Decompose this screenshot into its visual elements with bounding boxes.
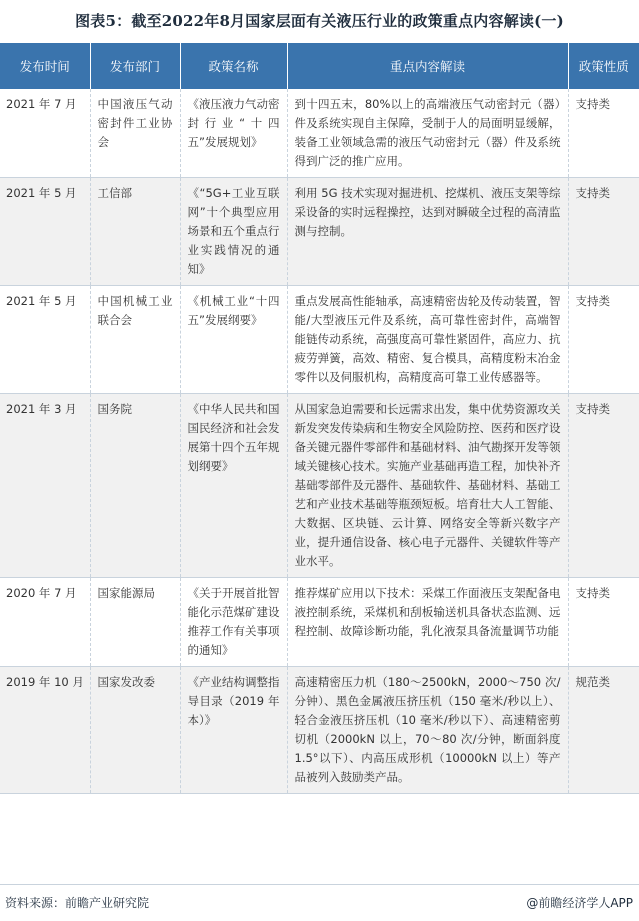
row-dept: 国家发改委 [90, 667, 180, 794]
table-row [0, 578, 639, 667]
row-policy-name: 《中华人民共和国国民经济和社会发展第十四个五年规划纲要》 [180, 394, 287, 578]
row-content: 推荐煤矿应用以下技术：采煤工作面液压支架配备电液控制系统，采煤机和刮板输送机具备状态监测、远程控制、故障诊断功能，乳化液泵具备流量调节功能 [287, 578, 568, 667]
row-policy-name: 《“5G+工业互联网”十个典型应用场景和五个重点行业实践情况的通知》 [180, 178, 287, 286]
row-type: 支持类 [568, 394, 639, 578]
table-row [0, 178, 639, 286]
source-note: 资料来源：前瞻产业研究院 [5, 896, 150, 910]
row-policy-name: 《产业结构调整指导目录（2019 年本）》 [180, 667, 287, 794]
row-content: 利用 5G 技术实现对掘进机、挖煤机、液压支架等综采设备的实时远程操控，达到对瞬破全过程的高清监测与控制。 [287, 178, 568, 286]
row-date: 2020 年 7 月 [0, 578, 90, 667]
brand-credit: @前瞻经济学人APP [526, 896, 633, 910]
chart-title: 图表5：截至2022年8月国家层面有关液压行业的政策重点内容解读(一) [75, 11, 564, 30]
row-date: 2021 年 5 月 [0, 178, 90, 286]
row-type: 支持类 [568, 89, 639, 178]
row-dept: 国家能源局 [90, 578, 180, 667]
policy-table [0, 43, 639, 794]
row-dept: 中国机械工业联合会 [90, 286, 180, 394]
header-dept: 发布部门 [90, 43, 180, 89]
row-dept: 国务院 [90, 394, 180, 578]
table-row [0, 89, 639, 178]
row-date: 2021 年 7 月 [0, 89, 90, 178]
row-type: 支持类 [568, 286, 639, 394]
header-policy-name: 政策名称 [180, 43, 287, 89]
row-content: 到十四五末，80%以上的高端液压气动密封元（器）件及系统实现自主保障，受制于人的局面明显缓解，装备工业领域急需的液压气动密封元（器）件及系统得到广泛的推广应用。 [287, 89, 568, 178]
footer-divider [0, 884, 639, 885]
row-dept: 工信部 [90, 178, 180, 286]
row-date: 2021 年 3 月 [0, 394, 90, 578]
header-policy-type: 政策性质 [568, 43, 639, 89]
row-type: 支持类 [568, 578, 639, 667]
row-date: 2021 年 5 月 [0, 286, 90, 394]
row-content: 重点发展高性能轴承，高速精密齿轮及传动装置，智能/大型液压元件及系统，高可靠性密封件，高端智能链传动系统，高强度高可靠性紧固件，高应力、抗疲劳弹簧，高效、精密、复合模具，高精度粉末冶金零件以及伺服机构，高精度高可靠工业传感器等。 [287, 286, 568, 394]
row-content: 从国家急迫需要和长远需求出发，集中优势资源攻关新发突发传染病和生物安全风险防控、医药和医疗设备关键元器件零部件和基础材料、油气勘探开发等领域关键核心技术。实施产业基础再造工程，加快补齐基础零部件及元器件、基础软件、基础材料、基础工艺和产业技术基础等瓶颈短板。培育壮大人工智能、大数据、区块链、云计算、网络安全等新兴数字产业，提升通信设备、核心电子元器件、关键软件等产业水平。 [287, 394, 568, 578]
header-key-content: 重点内容解读 [287, 43, 568, 89]
row-content: 高速精密压力机（180～2500kN，2000～750 次/分钟）、黑色金属液压挤压机（150 毫米/秒以上）、轻合金液压挤压机（10 毫米/秒以下）、高速精密剪切机（2000kN 以上，70～80 次/分钟，断面斜度 1.5°以下）、内高压成形机（10000kN 以上）等产品被列入鼓励类产品。 [287, 667, 568, 794]
row-date: 2019 年 10 月 [0, 667, 90, 794]
table-row [0, 667, 639, 794]
row-policy-name: 《机械工业“十四五”发展纲要》 [180, 286, 287, 394]
table-row [0, 286, 639, 394]
table-header-row [0, 43, 639, 89]
table-row [0, 394, 639, 578]
row-policy-name: 《液压液力气动密封行业“十四五”发展规划》 [180, 89, 287, 178]
row-type: 支持类 [568, 178, 639, 286]
header-date: 发布时间 [0, 43, 90, 89]
footer [0, 888, 639, 918]
row-type: 规范类 [568, 667, 639, 794]
row-dept: 中国液压气动密封件工业协会 [90, 89, 180, 178]
row-policy-name: 《关于开展首批智能化示范煤矿建设推荐工作有关事项的通知》 [180, 578, 287, 667]
